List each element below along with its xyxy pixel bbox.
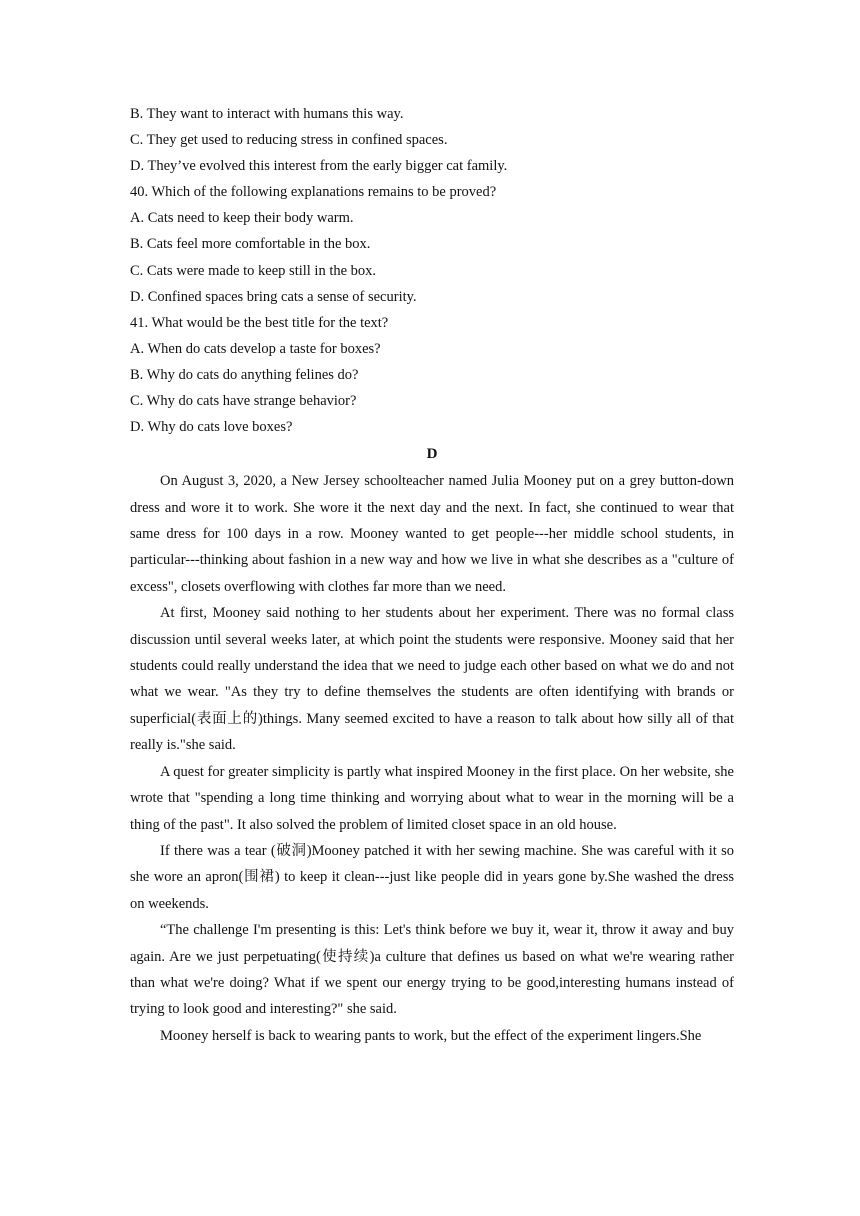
passage-paragraph: Mooney herself is back to wearing pants to work, but the effect of the experiment lingers.She [160,1027,702,1044]
option-41-d: D. Why do cats love boxes? [130,419,293,436]
option-40-d: D. Confined spaces bring cats a sense of security. [130,288,417,305]
option-39-b: B. They want to interact with humans this way. [130,106,404,122]
option-39-d: D. They’ve evolved this interest from the early bigger cat family. [130,158,508,175]
passage-paragraph: At first, Mooney said nothing to her students about her experiment. There was no formal class discussion until several weeks later, at which point the students were responsive. Mooney said that her students could really understand the idea that we need to judge each other based on what we do and not what we wear. "As they try to define themselves the students are often identifying with brands or superficial(表面上的)things. Many seemed excited to have a reason to talk about how silly all of that really is."she said. [130,605,734,754]
question-41: 41. What would be the best title for the text? [130,314,389,331]
option-40-a: A. Cats need to keep their body warm. [130,210,354,227]
option-41-a: A. When do cats develop a taste for boxes? [130,340,381,357]
section-heading: D [426,446,438,463]
document-page [130,101,734,1049]
option-40-b: B. Cats feel more comfortable in the box. [130,236,371,253]
passage-paragraph: A quest for greater simplicity is partly what inspired Mooney in the first place. On her website, she wrote that "spending a long time thinking and worrying about what to wear in the morning will be a thing of the past". It also solved the problem of limited closet space in an old house. [130,763,734,833]
option-40-c: C. Cats were made to keep still in the box. [130,262,377,279]
passage-body [130,468,734,1049]
question-40: 40. Which of the following explanations remains to be proved? [130,184,497,201]
option-39-c: C. They get used to reducing stress in confined spaces. [130,132,448,149]
option-41-b: B. Why do cats do anything felines do? [130,366,359,383]
option-41-c: C. Why do cats have strange behavior? [130,393,357,410]
question-options-block [130,101,734,440]
passage-paragraph: On August 3, 2020, a New Jersey schoolteacher named Julia Mooney put on a grey button-down dress and wore it to work. She wore it the next day and the next. In fact, she continued to wear that same dress for 100 days in a row. Mooney wanted to get people---her middle school students, in particular---thinking about fashion in a new way and how we live in what she describes as a "culture of excess", closets overflowing with clothes far more than we need. [130,473,734,595]
passage-paragraph: If there was a tear (破洞)Mooney patched it with her sewing machine. She was careful with it so she wore an apron(围裙) to keep it clean---just like people did in years gone by.She washed the dress on weekends. [130,842,734,912]
passage-paragraph: “The challenge I'm presenting is this: Let's think before we buy it, wear it, throw it away and buy again. Are we just perpetuating(使持续)a culture that defines us based on what we're wearing rather than what we're doing? What if we spent our energy trying to be good,interesting humans instead of trying to look good and interesting?" she said. [130,922,734,1018]
